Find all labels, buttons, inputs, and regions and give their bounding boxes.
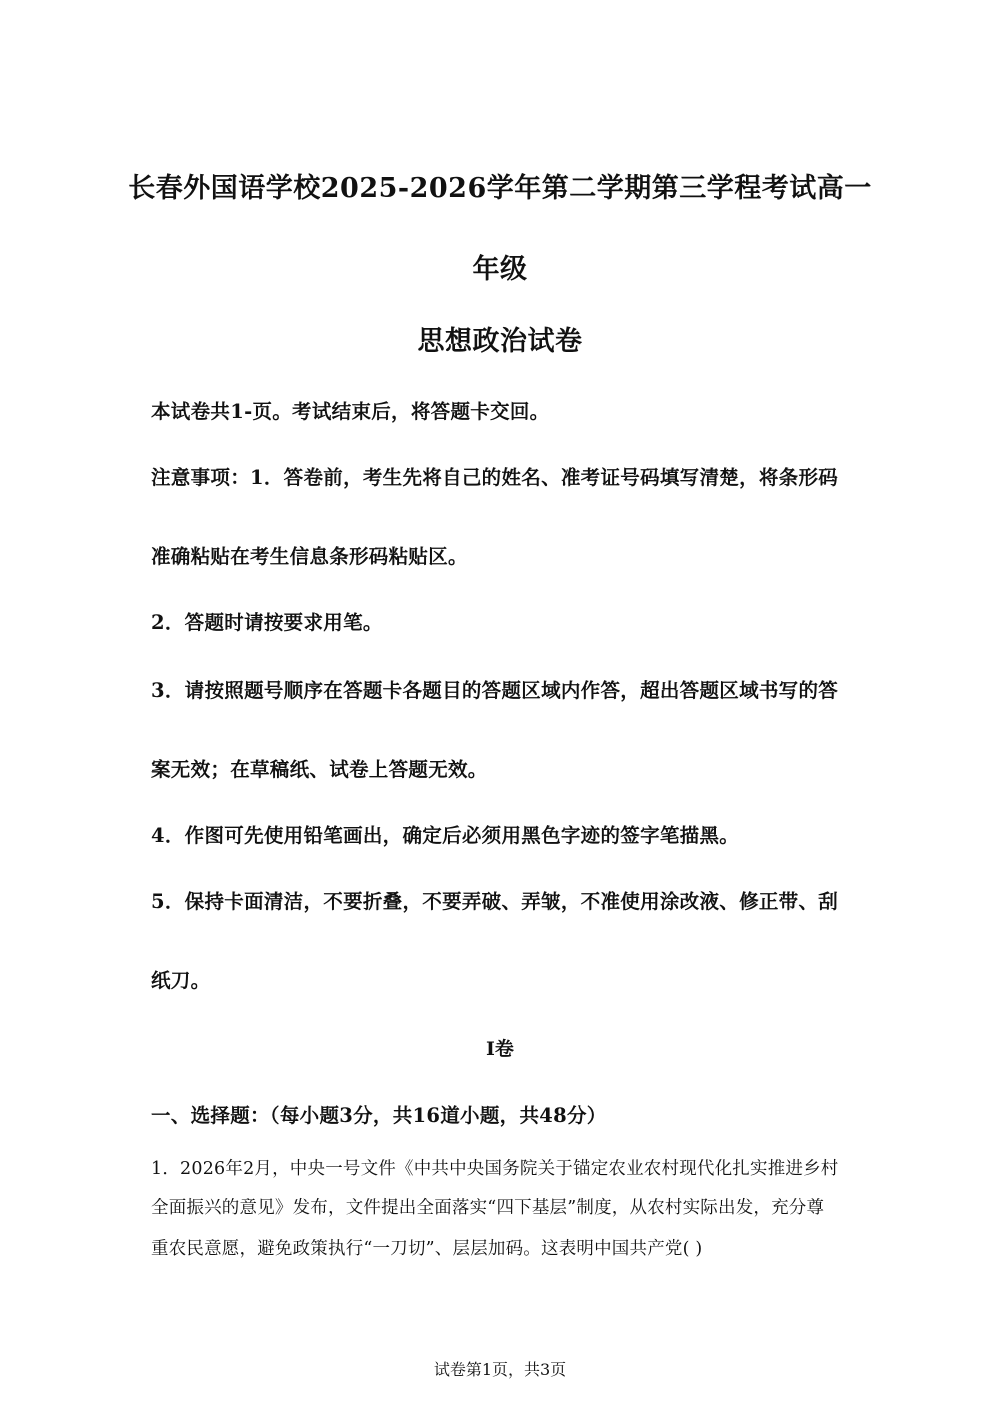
exam-title-line2: 年级: [472, 254, 528, 285]
note-5-line1: 5．保持卡面清洁，不要折叠，不要弄破、弄皱，不准使用涂改液、修正带、刮: [151, 890, 839, 913]
note-3-line1: 3．请按照题号顺序在答题卡各题目的答题区域内作答，超出答题区域书写的答: [151, 679, 839, 702]
note-1-line1: 注意事项：1．答卷前，考生先将自己的姓名、准考证号码填写清楚，将条形码: [151, 466, 839, 489]
question-1-line3: 重农民意愿，避免政策执行“一刀切”、层层加码。这表明中国共产党( ): [151, 1239, 703, 1259]
note-5-line2: 纸刀。: [151, 969, 211, 992]
note-3-line2: 案无效；在草稿纸、试卷上答题无效。: [151, 758, 488, 781]
question-1-line2: 全面振兴的意见》发布，文件提出全面落实“四下基层”制度，从农村实际出发，充分尊: [151, 1198, 825, 1218]
volume-label: I卷: [486, 1038, 514, 1060]
page-footer: 试卷第1页，共3页: [433, 1360, 567, 1379]
question-1-line1: 1．2026年2月，中央一号文件《中共中央国务院关于锚定农业农村现代化扎实推进乡村: [151, 1159, 839, 1179]
choice-section-heading: 一、选择题：（每小题3分，共16道小题，共48分）: [151, 1104, 607, 1127]
exam-title-line1: 长春外国语学校2025-2026学年第二学期第三学程考试高一: [128, 173, 872, 204]
note-1-line2: 准确粘贴在考生信息条形码粘贴区。: [151, 545, 468, 568]
note-4: 4．作图可先使用铅笔画出，确定后必须用黑色字迹的签字笔描黑。: [151, 824, 740, 847]
instructions-intro: 本试卷共1-页。考试结束后，将答题卡交回。: [151, 400, 550, 423]
exam-subtitle: 思想政治试卷: [417, 326, 583, 357]
note-2: 2．答题时请按要求用笔。: [151, 611, 383, 634]
